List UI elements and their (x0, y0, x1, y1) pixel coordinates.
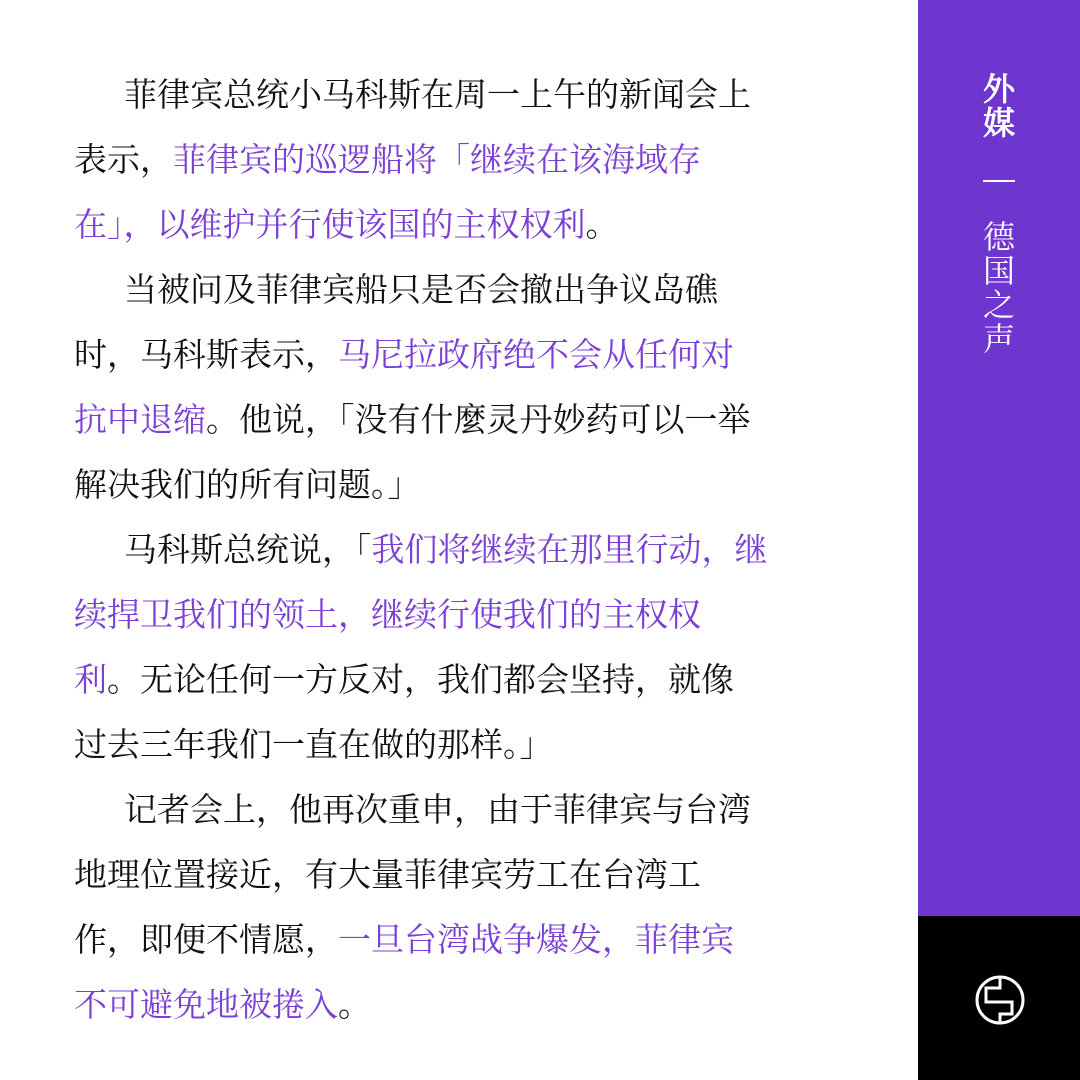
body-text: 。 (338, 985, 371, 1024)
source-label (918, 72, 1080, 356)
highlighted-text: 利 (74, 660, 107, 699)
text-line (74, 127, 864, 192)
body-text: 作，即便不情愿， (74, 920, 338, 959)
highlighted-text: 马尼拉政府绝不会从任何对 (338, 335, 734, 374)
body-text: 当被问及菲律宾船只是否会撤出争议岛礁 (124, 270, 718, 309)
label-char: 媒 (982, 104, 1015, 142)
text-line (74, 907, 864, 972)
label-char: 国 (982, 252, 1015, 290)
label-char: 德 (982, 218, 1015, 256)
text-line (74, 192, 864, 257)
text-line (74, 842, 864, 907)
body-text: 记者会上，他再次重申，由于菲律宾与台湾 (124, 790, 751, 829)
highlighted-text: 抗中退缩 (74, 400, 206, 439)
label-char: 之 (982, 286, 1015, 324)
text-line (74, 582, 864, 647)
article-body (74, 62, 864, 1037)
source-sidebar (918, 0, 1080, 916)
body-text: 表示， (74, 140, 173, 179)
body-text: 。他说，「没有什麼灵丹妙药可以一举 (206, 400, 751, 439)
highlighted-text: 菲律宾的巡逻船将「继续在该海域存 (173, 140, 701, 179)
source-name (918, 220, 1080, 356)
body-text: 马科斯总统说，「 (124, 530, 372, 569)
body-text: 时，马科斯表示， (74, 335, 338, 374)
text-line (74, 777, 864, 842)
text-line (74, 257, 864, 322)
label-divider (983, 180, 1015, 182)
category-label (918, 72, 1080, 140)
brand-box (918, 916, 1080, 1080)
paragraph (74, 62, 864, 257)
highlighted-text: 我们将继续在那里行动，继 (371, 530, 768, 569)
text-line (74, 322, 864, 387)
paragraph (74, 777, 864, 1037)
text-line (74, 647, 864, 712)
label-char: 外 (982, 70, 1015, 108)
text-line (74, 712, 864, 777)
body-text: 菲律宾总统小马科斯在周一上午的新闻会上 (124, 75, 751, 114)
body-text: 过去三年我们一直在做的那样。」 (74, 725, 553, 764)
dw-logo-icon (974, 974, 1026, 1026)
paragraph (74, 517, 864, 777)
text-line (74, 972, 864, 1037)
text-line (74, 452, 864, 517)
body-text: 。无论任何一方反对，我们都会坚持，就像 (107, 660, 734, 699)
text-line (74, 62, 864, 127)
highlighted-text: 续捍卫我们的领土，继续行使我们的主权权 (74, 595, 701, 634)
body-text: 解决我们的所有问题。」 (74, 465, 421, 504)
paragraph (74, 257, 864, 517)
text-line (74, 387, 864, 452)
highlighted-text: 一旦台湾战争爆发，菲律宾 (338, 920, 734, 959)
body-text: 。 (585, 205, 619, 244)
text-line (74, 517, 864, 582)
highlighted-text: 在」，以维护并行使该国的主权权利 (74, 205, 586, 244)
body-text: 地理位置接近，有大量菲律宾劳工在台湾工 (74, 855, 701, 894)
label-char: 声 (982, 320, 1015, 358)
highlighted-text: 不可避免地被捲入 (74, 985, 338, 1024)
